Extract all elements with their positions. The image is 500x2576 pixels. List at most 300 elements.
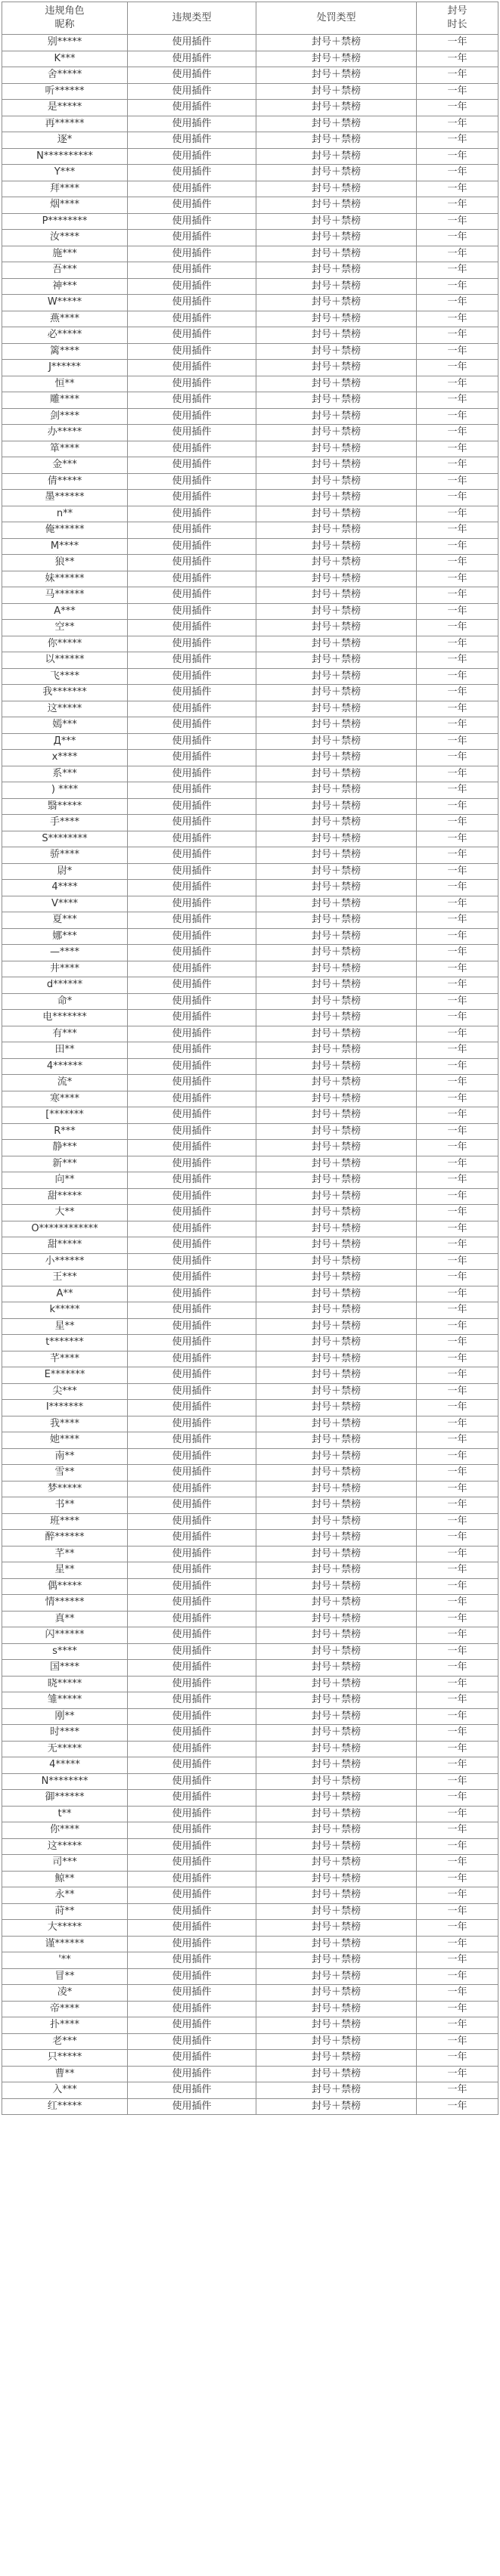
role-name-cell: J****** [2,360,128,376]
penalty-type-cell: 封号＋禁榜 [256,2033,417,2050]
table-row [2,863,498,880]
role-name-cell: 只***** [2,2050,128,2067]
violation-type-cell: 使用插件 [128,1448,256,1465]
penalty-type-cell: 封号＋禁榜 [256,392,417,409]
ban-duration-cell: 一年 [417,945,498,961]
header-ban-duration [417,2,498,35]
role-name-cell: n** [2,506,128,522]
penalty-type-cell: 封号＋禁榜 [256,1221,417,1237]
role-name-cell: A*** [2,603,128,620]
penalty-type-cell: 封号＋禁榜 [256,1920,417,1937]
role-name-cell: 必***** [2,327,128,344]
table-row [2,603,498,620]
penalty-type-cell: 封号＋禁榜 [256,1058,417,1075]
violation-type-cell: 使用插件 [128,197,256,214]
ban-duration-cell: 一年 [417,1351,498,1367]
role-name-cell: 芊** [2,1546,128,1562]
role-name-cell: 夏*** [2,912,128,929]
penalty-type-cell: 封号＋禁榜 [256,1952,417,1969]
penalty-type-cell: 封号＋禁榜 [256,603,417,620]
penalty-type-cell: 封号＋禁榜 [256,295,417,311]
penalty-type-cell: 封号＋禁榜 [256,1042,417,1059]
penalty-type-cell: 封号＋禁榜 [256,1010,417,1026]
table-row [2,1091,498,1107]
ban-duration-cell: 一年 [417,1692,498,1709]
role-name-cell: 新*** [2,1156,128,1172]
table-row [2,181,498,197]
role-name-cell: t** [2,1806,128,1822]
ban-duration-cell: 一年 [417,522,498,539]
penalty-type-cell: 封号＋禁榜 [256,1822,417,1839]
table-row [2,2033,498,2050]
role-name-cell: 谨****** [2,1936,128,1952]
penalty-type-cell: 封号＋禁榜 [256,1432,417,1449]
penalty-type-cell: 封号＋禁榜 [256,733,417,750]
table-row [2,1448,498,1465]
penalty-type-cell: 封号＋禁榜 [256,1627,417,1644]
violation-type-cell: 使用插件 [128,863,256,880]
penalty-type-cell: 封号＋禁榜 [256,1156,417,1172]
role-name-cell: '** [2,1952,128,1969]
role-name-cell: 神*** [2,278,128,295]
role-name-cell: 倩***** [2,473,128,490]
violation-type-cell: 使用插件 [128,620,256,636]
ban-duration-cell: 一年 [417,961,498,977]
ban-duration-cell: 一年 [417,1042,498,1059]
ban-duration-cell: 一年 [417,555,498,571]
ban-duration-cell: 一年 [417,1903,498,1920]
penalty-type-cell: 封号＋禁榜 [256,1270,417,1286]
penalty-type-cell: 封号＋禁榜 [256,132,417,149]
table-row [2,51,498,67]
penalty-type-cell: 封号＋禁榜 [256,1335,417,1351]
penalty-type-cell: 封号＋禁榜 [256,262,417,279]
table-row [2,2050,498,2067]
table-row [2,1188,498,1205]
table-row [2,2066,498,2082]
table-row [2,1952,498,1969]
table-row [2,636,498,652]
table-row [2,506,498,522]
penalty-type-cell: 封号＋禁榜 [256,67,417,84]
table-row [2,1302,498,1319]
violation-type-cell: 使用插件 [128,880,256,896]
violation-type-cell: 使用插件 [128,1530,256,1547]
table-row [2,1205,498,1221]
penalty-type-cell: 封号＋禁榜 [256,425,417,441]
penalty-type-cell: 封号＋禁榜 [256,35,417,51]
table-row [2,343,498,360]
violation-type-cell: 使用插件 [128,1367,256,1384]
violation-type-cell: 使用插件 [128,1920,256,1937]
role-name-cell: 娜*** [2,928,128,945]
ban-duration-cell: 一年 [417,1270,498,1286]
table-row [2,798,498,815]
ban-duration-cell: 一年 [417,1952,498,1969]
penalty-type-cell: 封号＋禁榜 [256,587,417,604]
penalty-type-cell: 封号＋禁榜 [256,993,417,1010]
ban-duration-cell: 一年 [417,1172,498,1189]
penalty-type-cell: 封号＋禁榜 [256,1075,417,1091]
penalty-type-cell: 封号＋禁榜 [256,961,417,977]
table-row [2,831,498,847]
ban-duration-cell: 一年 [417,2050,498,2067]
penalty-type-cell: 封号＋禁榜 [256,1855,417,1872]
role-name-cell: 偶***** [2,1578,128,1595]
violation-type-cell: 使用插件 [128,425,256,441]
penalty-type-cell: 封号＋禁榜 [256,1416,417,1432]
violation-type-cell: 使用插件 [128,311,256,327]
role-name-cell: 甜***** [2,1188,128,1205]
table-row [2,1838,498,1855]
ban-duration-cell: 一年 [417,1627,498,1644]
role-name-cell: 手**** [2,815,128,831]
table-row [2,360,498,376]
violation-type-cell: 使用插件 [128,1172,256,1189]
ban-duration-cell: 一年 [417,896,498,912]
table-row [2,1026,498,1042]
penalty-type-cell: 封号＋禁榜 [256,815,417,831]
violation-type-cell: 使用插件 [128,165,256,181]
ban-duration-cell: 一年 [417,831,498,847]
penalty-type-cell: 封号＋禁榜 [256,1887,417,1904]
violation-type-cell: 使用插件 [128,490,256,506]
violation-type-cell: 使用插件 [128,2017,256,2034]
violation-type-cell: 使用插件 [128,1481,256,1497]
role-name-cell: 我**** [2,1416,128,1432]
table-row [2,766,498,782]
penalty-type-cell: 封号＋禁榜 [256,1367,417,1384]
table-row [2,815,498,831]
table-row [2,1595,498,1612]
role-name-cell: 入*** [2,2082,128,2099]
role-name-cell: 闪****** [2,1627,128,1644]
table-row [2,1903,498,1920]
ban-duration-cell: 一年 [417,343,498,360]
violation-type-cell: 使用插件 [128,1790,256,1807]
role-name-cell: 班**** [2,1513,128,1530]
table-row [2,977,498,994]
violation-type-cell: 使用插件 [128,1562,256,1579]
penalty-type-cell: 封号＋禁榜 [256,100,417,116]
violation-type-cell: 使用插件 [128,993,256,1010]
ban-duration-cell: 一年 [417,1123,498,1140]
ban-duration-cell: 一年 [417,798,498,815]
penalty-type-cell: 封号＋禁榜 [256,246,417,262]
penalty-type-cell: 封号＋禁榜 [256,2066,417,2082]
violation-type-cell: 使用插件 [128,977,256,994]
violation-type-cell: 使用插件 [128,213,256,230]
ban-duration-cell: 一年 [417,35,498,51]
penalty-type-cell: 封号＋禁榜 [256,717,417,734]
penalty-type-cell: 封号＋禁榜 [256,490,417,506]
violation-type-cell: 使用插件 [128,912,256,929]
violation-type-cell: 使用插件 [128,1546,256,1562]
ban-duration-cell: 一年 [417,360,498,376]
role-name-cell: 飞**** [2,668,128,685]
ban-duration-cell: 一年 [417,2082,498,2099]
table-row [2,1107,498,1124]
violation-type-cell: 使用插件 [128,701,256,717]
ban-duration-cell: 一年 [417,473,498,490]
table-row [2,1822,498,1839]
violation-type-cell: 使用插件 [128,1497,256,1514]
ban-duration-cell: 一年 [417,652,498,669]
penalty-type-cell: 封号＋禁榜 [256,1351,417,1367]
role-name-cell: O************ [2,1221,128,1237]
table-row [2,1497,498,1514]
role-name-cell: 雕**** [2,392,128,409]
penalty-type-cell: 封号＋禁榜 [256,522,417,539]
ban-duration-cell: 一年 [417,1481,498,1497]
ban-duration-cell: 一年 [417,1237,498,1254]
penalty-type-cell: 封号＋禁榜 [256,831,417,847]
violation-type-cell: 使用插件 [128,1026,256,1042]
header-row [2,2,498,35]
ban-duration-cell: 一年 [417,701,498,717]
ban-duration-cell: 一年 [417,1546,498,1562]
penalty-type-cell: 封号＋禁榜 [256,165,417,181]
role-name-cell: 永** [2,1887,128,1904]
penalty-type-cell: 封号＋禁榜 [256,782,417,799]
table-row [2,197,498,214]
role-name-cell: 星** [2,1318,128,1335]
table-row [2,295,498,311]
table-row [2,587,498,604]
table-row [2,685,498,701]
role-name-cell: 甜***** [2,1237,128,1254]
table-row [2,1123,498,1140]
violation-type-cell: 使用插件 [128,35,256,51]
role-name-cell: 大***** [2,1920,128,1937]
penalty-type-cell: 封号＋禁榜 [256,2050,417,2067]
penalty-type-cell: 封号＋禁榜 [256,1741,417,1757]
penalty-type-cell: 封号＋禁榜 [256,213,417,230]
ban-duration-cell: 一年 [417,1757,498,1774]
table-row [2,1790,498,1807]
violation-type-cell: 使用插件 [128,1660,256,1677]
violation-type-cell: 使用插件 [128,1513,256,1530]
ban-duration-cell: 一年 [417,847,498,864]
role-name-cell: 这***** [2,1838,128,1855]
penalty-type-cell: 封号＋禁榜 [256,1026,417,1042]
penalty-type-cell: 封号＋禁榜 [256,1530,417,1547]
ban-duration-cell: 一年 [417,571,498,587]
penalty-type-cell: 封号＋禁榜 [256,571,417,587]
ban-duration-cell: 一年 [417,1448,498,1465]
violation-type-cell: 使用插件 [128,360,256,376]
violation-type-cell: 使用插件 [128,1400,256,1416]
penalty-type-cell: 封号＋禁榜 [256,1871,417,1887]
table-row [2,1042,498,1059]
table-row [2,262,498,279]
ban-duration-cell: 一年 [417,376,498,392]
violation-type-cell: 使用插件 [128,83,256,100]
table-row [2,213,498,230]
ban-duration-cell: 一年 [417,912,498,929]
ban-duration-cell: 一年 [417,603,498,620]
violation-type-cell: 使用插件 [128,1286,256,1302]
ban-duration-cell: 一年 [417,1302,498,1319]
penalty-type-cell: 封号＋禁榜 [256,798,417,815]
violation-type-cell: 使用插件 [128,928,256,945]
table-row [2,1985,498,2002]
role-name-cell: 南** [2,1448,128,1465]
table-row [2,165,498,181]
penalty-type-cell: 封号＋禁榜 [256,197,417,214]
penalty-type-cell: 封号＋禁榜 [256,668,417,685]
table-row [2,1708,498,1725]
role-name-cell: E******* [2,1367,128,1384]
violation-type-cell: 使用插件 [128,2066,256,2082]
violation-type-cell: 使用插件 [128,1383,256,1400]
violation-type-cell: 使用插件 [128,1952,256,1969]
role-name-cell: 系*** [2,766,128,782]
violation-type-cell: 使用插件 [128,392,256,409]
violation-type-cell: 使用插件 [128,1822,256,1839]
ban-duration-cell: 一年 [417,1871,498,1887]
violation-type-cell: 使用插件 [128,1042,256,1059]
penalty-type-cell: 封号＋禁榜 [256,1546,417,1562]
role-name-cell: 无***** [2,1741,128,1757]
violation-type-cell: 使用插件 [128,1205,256,1221]
ban-duration-cell: 一年 [417,1335,498,1351]
table-row [2,1611,498,1627]
penalty-type-cell: 封号＋禁榜 [256,1643,417,1660]
role-name-cell: 别***** [2,35,128,51]
violation-type-cell: 使用插件 [128,717,256,734]
violation-type-cell: 使用插件 [128,766,256,782]
table-row [2,392,498,409]
violation-type-cell: 使用插件 [128,327,256,344]
role-name-cell: 电******* [2,1010,128,1026]
role-name-cell: V**** [2,896,128,912]
violation-type-cell: 使用插件 [128,1968,256,1985]
ban-duration-cell: 一年 [417,587,498,604]
ban-duration-cell: 一年 [417,116,498,132]
violation-type-cell: 使用插件 [128,1611,256,1627]
role-name-cell: 拜**** [2,181,128,197]
violation-type-cell: 使用插件 [128,2050,256,2067]
violation-type-cell: 使用插件 [128,1318,256,1335]
role-name-cell: S******** [2,831,128,847]
role-name-cell: 4**** [2,880,128,896]
role-name-cell: 剑**** [2,408,128,425]
penalty-type-cell: 封号＋禁榜 [256,1302,417,1319]
penalty-type-cell: 封号＋禁榜 [256,408,417,425]
violation-type-cell: 使用插件 [128,1985,256,2002]
table-header [2,2,498,35]
ban-duration-cell: 一年 [417,1091,498,1107]
table-row [2,1741,498,1757]
penalty-type-cell: 封号＋禁榜 [256,1497,417,1514]
table-row [2,116,498,132]
penalty-type-cell: 封号＋禁榜 [256,863,417,880]
violation-type-cell: 使用插件 [128,750,256,766]
penalty-type-cell: 封号＋禁榜 [256,1838,417,1855]
violation-type-cell: 使用插件 [128,1107,256,1124]
penalty-type-cell: 封号＋禁榜 [256,1725,417,1742]
violation-type-cell: 使用插件 [128,116,256,132]
table-row [2,441,498,457]
table-row [2,1416,498,1432]
ban-duration-cell: 一年 [417,1920,498,1937]
penalty-type-cell: 封号＋禁榜 [256,766,417,782]
ban-duration-cell: 一年 [417,1367,498,1384]
role-name-cell: 雏***** [2,1692,128,1709]
table-row [2,83,498,100]
header-ban-duration-line2: 时长 [447,19,467,30]
table-row [2,750,498,766]
role-name-cell: 4****** [2,1058,128,1075]
ban-list-table [2,2,498,2115]
role-name-cell: 有*** [2,1026,128,1042]
role-name-cell: 扑**** [2,2017,128,2034]
table-row [2,538,498,555]
role-name-cell: 再****** [2,116,128,132]
ban-duration-cell: 一年 [417,490,498,506]
ban-duration-cell: 一年 [417,246,498,262]
penalty-type-cell: 封号＋禁榜 [256,1903,417,1920]
table-row [2,1936,498,1952]
penalty-type-cell: 封号＋禁榜 [256,181,417,197]
violation-type-cell: 使用插件 [128,1643,256,1660]
role-name-cell: 恒** [2,376,128,392]
violation-type-cell: 使用插件 [128,1010,256,1026]
ban-duration-cell: 一年 [417,1708,498,1725]
role-name-cell: 曹** [2,2066,128,2082]
role-name-cell: t******* [2,1335,128,1351]
penalty-type-cell: 封号＋禁榜 [256,928,417,945]
role-name-cell: K*** [2,51,128,67]
violation-type-cell: 使用插件 [128,1855,256,1872]
violation-type-cell: 使用插件 [128,961,256,977]
table-row [2,1351,498,1367]
violation-type-cell: 使用插件 [128,587,256,604]
ban-duration-cell: 一年 [417,1156,498,1172]
violation-type-cell: 使用插件 [128,685,256,701]
violation-type-cell: 使用插件 [128,343,256,360]
violation-type-cell: 使用插件 [128,1465,256,1482]
role-name-cell: 时**** [2,1725,128,1742]
ban-duration-cell: 一年 [417,1513,498,1530]
violation-type-cell: 使用插件 [128,457,256,474]
ban-duration-cell: 一年 [417,83,498,100]
ban-duration-cell: 一年 [417,685,498,701]
violation-type-cell: 使用插件 [128,1578,256,1595]
penalty-type-cell: 封号＋禁榜 [256,1123,417,1140]
violation-type-cell: 使用插件 [128,1335,256,1351]
table-row [2,1335,498,1351]
role-name-cell: 命* [2,993,128,1010]
penalty-type-cell: 封号＋禁榜 [256,1513,417,1530]
penalty-type-cell: 封号＋禁榜 [256,2017,417,2034]
penalty-type-cell: 封号＋禁榜 [256,912,417,929]
role-name-cell: 书** [2,1497,128,1514]
role-name-cell: [******* [2,1107,128,1124]
penalty-type-cell: 封号＋禁榜 [256,701,417,717]
ban-duration-cell: 一年 [417,1530,498,1547]
role-name-cell: R*** [2,1123,128,1140]
ban-duration-cell: 一年 [417,815,498,831]
violation-type-cell: 使用插件 [128,246,256,262]
table-row [2,620,498,636]
violation-type-cell: 使用插件 [128,1058,256,1075]
penalty-type-cell: 封号＋禁榜 [256,1985,417,2002]
penalty-type-cell: 封号＋禁榜 [256,1465,417,1482]
violation-type-cell: 使用插件 [128,2098,256,2115]
table-row [2,1481,498,1497]
